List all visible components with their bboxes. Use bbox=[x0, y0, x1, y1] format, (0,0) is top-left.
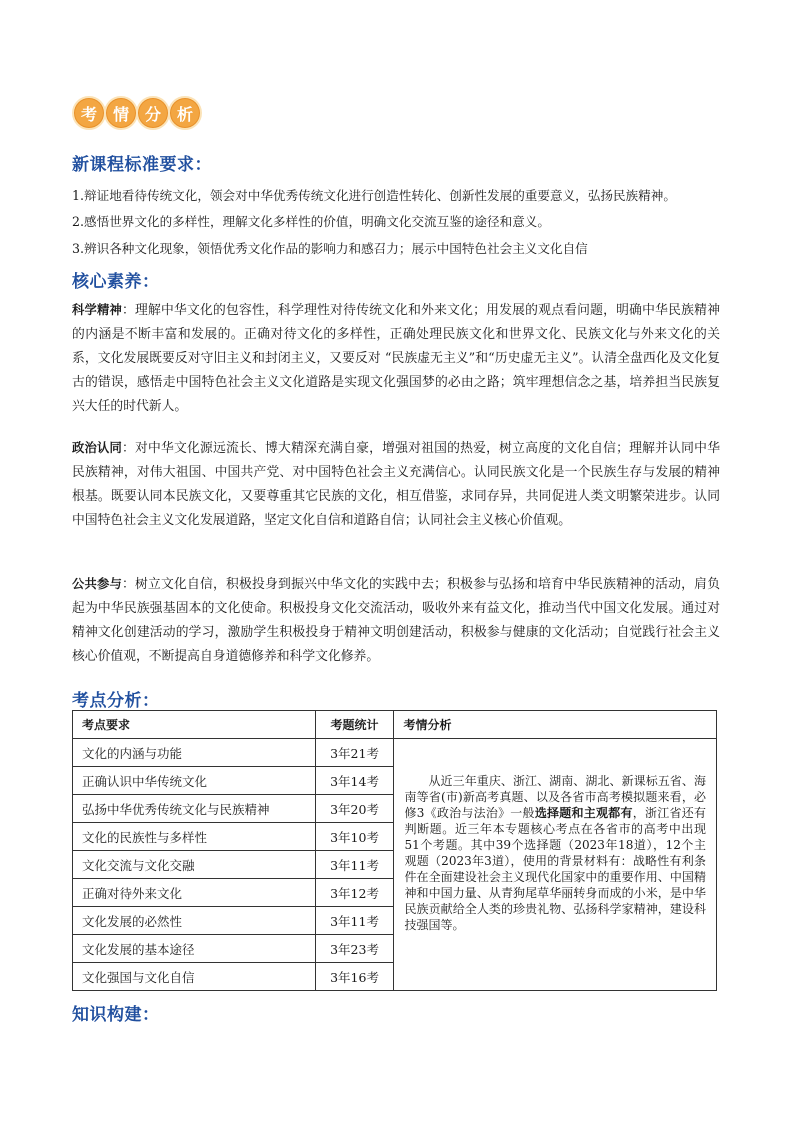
exam-table bbox=[72, 710, 717, 991]
topic-cell: 文化发展的必然性 bbox=[73, 907, 316, 935]
column-header: 考点要求 bbox=[73, 711, 316, 739]
badge-char: 分 bbox=[136, 96, 170, 130]
stat-cell: 3年21考 bbox=[315, 739, 394, 767]
literacy-heading: 核心素养： bbox=[72, 272, 160, 292]
stat-cell: 3年16考 bbox=[315, 963, 394, 991]
standard-item: 3.辨识各种文化现象，领悟优秀文化作品的影响力和感召力；展示中国特色社会主义文化自信 bbox=[72, 241, 588, 256]
exam-heading: 考点分析： bbox=[72, 691, 160, 711]
stat-cell: 3年12考 bbox=[315, 879, 394, 907]
science-paragraph bbox=[72, 298, 720, 419]
analysis-text: 从近三年重庆、浙江、湖南、湖北、新课标五省、海南等省(市)新高考真题、以及各省市高考模拟题来看，必修3《政治与法治》一般 bbox=[404, 774, 706, 820]
table-row bbox=[73, 739, 717, 767]
stat-cell: 3年20考 bbox=[315, 795, 394, 823]
badge-char: 析 bbox=[168, 96, 202, 130]
stat-cell: 3年10考 bbox=[315, 823, 394, 851]
stat-cell: 3年14考 bbox=[315, 767, 394, 795]
participation-paragraph bbox=[72, 572, 720, 669]
topic-cell: 弘扬中华优秀传统文化与民族精神 bbox=[73, 795, 316, 823]
badge-char: 情 bbox=[104, 96, 138, 130]
topic-cell: 文化的内涵与功能 bbox=[73, 739, 316, 767]
standards-heading: 新课程标准要求： bbox=[72, 155, 212, 175]
participation-label: 公共参与 bbox=[72, 577, 123, 591]
participation-text: ：树立文化自信，积极投身到振兴中华文化的实践中去；积极参与弘扬和培育中华民族精神的活动，肩负起为中华民族强基固本的文化使命。积极投身文化交流活动，吸收外来有益文化，推动当代中国文化发展。通过对精神文化创建活动的学习，激励学生积极投身于精神文明创建活动，积极参与健康的文化活动；自觉践行社会主义核心价值观，不断提高自身道德修养和科学文化修养。 bbox=[72, 577, 720, 664]
analysis-emphasis: 选择题和主观都有 bbox=[534, 806, 633, 820]
stat-cell: 3年11考 bbox=[315, 851, 394, 879]
topic-cell: 正确对待外来文化 bbox=[73, 879, 316, 907]
politics-paragraph bbox=[72, 436, 720, 533]
politics-text: ：对中华文化源远流长、博大精深充满自豪，增强对祖国的热爱，树立高度的文化自信；理解并认同中华民族精神，对伟大祖国、中国共产党、对中国特色社会主义充满信心。认同民族文化是一个民族生存与发展的精神根基。既要认同本民族文化，又要尊重其它民族的文化，相互借鉴，求同存异，共同促进人类文明繁荣进步。认同中国特色社会主义文化发展道路，坚定文化自信和道路自信；认同社会主义核心价值观。 bbox=[72, 441, 720, 528]
badge-char: 考 bbox=[72, 96, 106, 130]
topic-cell: 文化交流与文化交融 bbox=[73, 851, 316, 879]
topic-cell: 正确认识中华传统文化 bbox=[73, 767, 316, 795]
science-label: 科学精神 bbox=[72, 303, 123, 317]
knowledge-heading: 知识构建： bbox=[72, 1005, 160, 1025]
standard-item: 1.辩证地看待传统文化，领会对中华优秀传统文化进行创造性转化、创新性发展的重要意义，弘扬民族精神。 bbox=[72, 188, 676, 203]
column-header: 考题统计 bbox=[315, 711, 394, 739]
stat-cell: 3年11考 bbox=[315, 907, 394, 935]
science-text: ：理解中华文化的包容性，科学理性对待传统文化和外来文化；用发展的观点看问题，明确中华民族精神的内涵是不断丰富和发展的。正确对待文化的多样性，正确处理民族文化和世界文化、民族文化与外来文化的关系，文化发展既要反对守旧主义和封闭主义，又要反对 “民族虚无主义”和“历史虚无主义”。认清全盘西化及文化复古的错误，感悟走中国特色社会主义文化道路是实现文化强国梦的必由之路；筑牢理想信念之基，培养担当民族复兴大任的时代新人。 bbox=[72, 303, 720, 414]
column-header: 考情分析 bbox=[394, 711, 717, 739]
analysis-cell bbox=[394, 739, 717, 991]
topic-cell: 文化强国与文化自信 bbox=[73, 963, 316, 991]
standard-item: 2.感悟世界文化的多样性，理解文化多样性的价值，明确文化交流互鉴的途径和意义。 bbox=[72, 214, 550, 229]
analysis-text: ，浙江省还有判断题。近三年本专题核心考点在各省市的高考中出现51个考题。其中39个选择题（2023年18道），12个主观题（2023年3道），使用的背景材料有：战略性有利条件在全面建设社会主义现代化国家中的重要作用、中国精神和中国力量、从青狗尾草华丽转身而成的小米，是中华民族贡献给全人类的珍贵礼物、弘扬科学家精神，建设科技强国等。 bbox=[404, 806, 706, 932]
section-badge bbox=[72, 96, 200, 130]
stat-cell: 3年23考 bbox=[315, 935, 394, 963]
politics-label: 政治认同 bbox=[72, 441, 123, 455]
topic-cell: 文化的民族性与多样性 bbox=[73, 823, 316, 851]
topic-cell: 文化发展的基本途径 bbox=[73, 935, 316, 963]
table-header-row bbox=[73, 711, 717, 739]
